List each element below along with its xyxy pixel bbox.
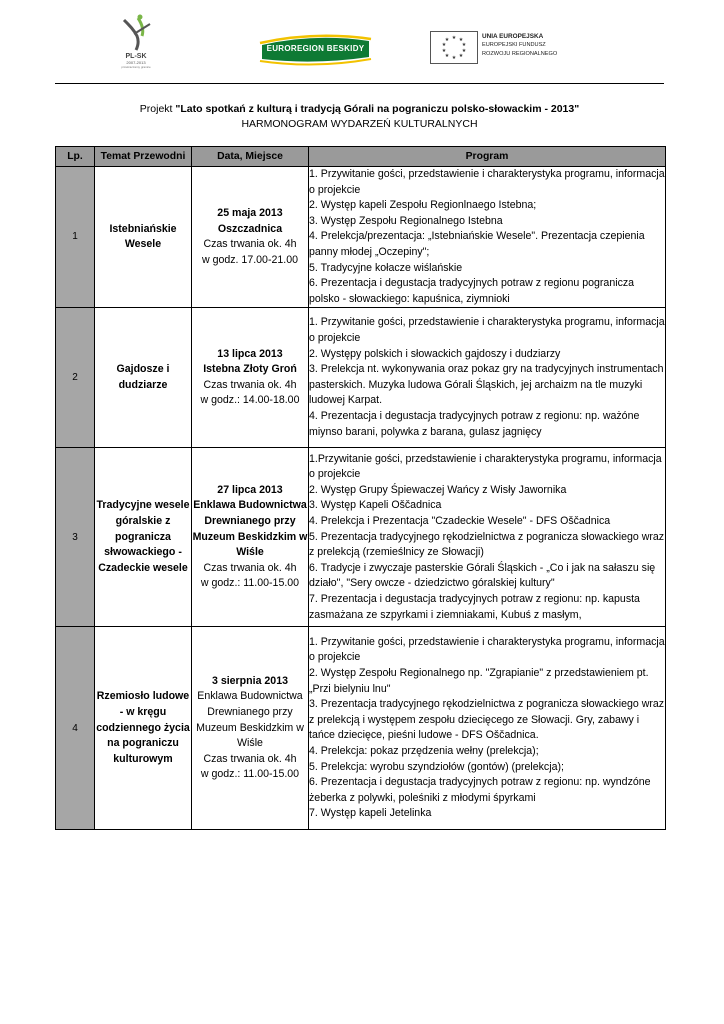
row-program	[309, 448, 666, 627]
event-hours: w godz.: 11.00-15.00	[200, 577, 300, 590]
row-program	[309, 308, 666, 448]
event-date: 3 sierpnia 2013	[212, 674, 288, 687]
eu-flag-icon	[430, 31, 478, 64]
svg-text:★: ★	[441, 42, 447, 48]
program-item: 4. Prelekcja: pokaz przędzenia wełny (prelekcja);	[309, 744, 539, 757]
table-row	[56, 627, 666, 830]
project-title-line	[55, 102, 664, 117]
program-item: 1.Przywitanie gości, przedstawienie i charakterystyka programu, informacja o projekcie	[309, 452, 662, 481]
program-item: 3. Prezentacja tradycyjnego rękodzielnictwa z pogranicza słowackiego wraz z prelekcją i występem zespołu dziecięcego ze Słowacji. Gry, zabawy i tańce dziecięce, pieśni ludowe - DFS Oščadnica.	[309, 698, 665, 742]
program-item: 2. Występy polskich i słowackich gajdoszy i dudziarzy	[309, 347, 561, 360]
svg-text:★: ★	[461, 48, 467, 54]
eu-logo-line-1: UNIA EUROPEJSKA	[482, 33, 544, 40]
row-number: 3	[56, 448, 95, 627]
header-divider	[55, 83, 664, 84]
event-duration: Czas trwania ok. 4h	[203, 378, 297, 391]
row-date-place	[192, 167, 309, 308]
plsk-logo-years: 2007-2013	[126, 60, 146, 65]
program-item: 6. Tradycje i zwyczaje pasterskie Górali Śląskich - „Co i jak na sałaszu się działo", "Sery owcze - dziedzictwo góralskiej kultury"	[309, 561, 656, 590]
program-item: 5. Tradycyjne kołacze wiślańskie	[309, 261, 463, 274]
event-date: 25 maja 2013	[217, 206, 283, 219]
program-item: 6. Prezentacja i degustacja tradycyjnych potraw z regionu pogranicza polsko - słowackiego: kapuśnica, ziymnioki	[309, 277, 635, 305]
program-item: 5. Prelekcja: wyrobu szyndziołów (gontów) (prelekcja);	[309, 760, 564, 773]
program-item: 5. Prezentacja tradycyjnego rękodzielnictwa z pogranicza słowackiego wraz z prelekcją (rzemieślnicy ze Słowacji)	[309, 530, 665, 559]
row-date-place	[192, 308, 309, 448]
row-theme: Rzemiosło ludowe - w kręgu codziennego życia na pograniczu kulturowym	[95, 627, 192, 830]
row-number: 2	[56, 308, 95, 448]
row-number: 4	[56, 627, 95, 830]
eu-logo-line-3: ROZWOJU REGIONALNEGO	[482, 51, 558, 57]
euroregion-beskidy-logo	[258, 31, 373, 67]
program-item: 1. Przywitanie gości, przedstawienie i charakterystyka programu, informacja o projekcie	[309, 635, 665, 664]
eu-logo-text	[482, 32, 642, 59]
svg-text:★: ★	[444, 37, 450, 43]
event-place: Istebna Złoty Groń	[203, 363, 297, 376]
svg-text:★: ★	[451, 35, 457, 41]
plsk-logo-name: PL-SK	[125, 53, 147, 60]
schedule-table	[55, 146, 666, 830]
svg-text:★: ★	[444, 53, 450, 59]
row-date-place	[192, 448, 309, 627]
event-duration: Czas trwania ok. 4h	[203, 238, 297, 251]
document-titles	[55, 102, 664, 132]
program-item: 3. Występ Kapeli Oščadnica	[309, 499, 442, 512]
row-program	[309, 167, 666, 308]
program-item: 4. Prelekcja/prezentacja: „Istebniańskie Wesele". Prezentacja czepienia panny młodej „Oczepiny";	[309, 230, 645, 258]
schedule-subtitle: HARMONOGRAM WYDARZEŃ KULTURALNYCH	[241, 118, 478, 130]
svg-text:★: ★	[441, 48, 447, 54]
program-item: 4. Prezentacja i degustacja tradycyjnych potraw z regionu: np. ważóne miynso barani, polywka z barana, gulasz jagnięcy	[309, 410, 640, 438]
plsk-logo	[105, 14, 167, 78]
header-lp: Lp.	[56, 147, 95, 167]
program-item: 2. Występ Grupy Śpiewaczej Wańcy z Wisły Jawornika	[309, 483, 567, 496]
event-place: Oszczadnica	[217, 222, 283, 235]
program-item: 3. Występ Zespołu Regionalnego Istebna	[309, 214, 503, 227]
event-duration: Czas trwania ok. 4h	[203, 561, 297, 574]
row-program	[309, 627, 666, 830]
row-theme: Tradycyjne wesele góralskie z pogranicza słwowackiego - Czadeckie wesele	[95, 448, 192, 627]
plsk-figure-icon	[116, 14, 156, 52]
header-theme: Temat Przewodni	[95, 147, 192, 167]
table-row	[56, 448, 666, 627]
event-hours: w godz.: 14.00-18.00	[200, 394, 300, 407]
program-item: 1. Przywitanie gości, przedstawienie i charakterystyka programu, informacja o projekcie	[309, 316, 665, 345]
page-header	[0, 0, 724, 84]
table-row	[56, 308, 666, 448]
event-date: 13 lipca 2013	[217, 347, 283, 360]
plsk-logo-tagline: przekraczamy granice	[121, 65, 151, 69]
svg-text:★: ★	[458, 37, 464, 43]
header-program: Program	[309, 147, 666, 167]
svg-text:★: ★	[461, 42, 467, 48]
program-item: 7. Występ kapeli Jetelinka	[309, 807, 432, 820]
program-item: 4. Prelekcja i Prezentacja "Czadeckie Wesele" - DFS Oščadnica	[309, 514, 611, 527]
row-number: 1	[56, 167, 95, 308]
event-date: 27 lipca 2013	[217, 483, 283, 496]
header-date: Data, Miejsce	[192, 147, 309, 167]
euroregion-text: EUROREGION BESKIDY	[266, 44, 365, 53]
project-title: "Lato spotkań z kulturą i tradycją Górali na pograniczu polsko-słowackim - 2013"	[175, 103, 580, 115]
program-item: 6. Prezentacja i degustacja tradycyjnych potraw z regionu: np. wyndzóne żeberka z polywki, poleśniki z młodymi śpyrkami	[309, 776, 651, 804]
project-prefix: Projekt	[139, 103, 176, 115]
eu-logo-line-2: EUROPEJSKI FUNDUSZ	[482, 42, 546, 48]
event-hours: w godz.: 11.00-15.00	[200, 768, 300, 781]
program-item: 1. Przywitanie gości, przedstawienie i charakterystyka programu, informacja o projekcie	[309, 168, 665, 196]
table-row	[56, 167, 666, 308]
program-item: 2. Występ kapeli Zespołu Regionlnaego Istebna;	[309, 199, 537, 212]
svg-text:★: ★	[458, 53, 464, 59]
program-item: 3. Prelekcja nt. wykonywania oraz pokaz gry na tradycyjnych instrumentach pasterskich. Muzyka ludowa Górali Śląskich, jej archaizm na tle muzyki ludowej Karpat.	[309, 363, 664, 407]
table-header-row	[56, 147, 666, 167]
event-place: Enklawa Budownictwa Drewnianego przy Muzeum Beskidzkim w Wiśle	[196, 690, 304, 750]
event-place: Enklawa Budownictwa Drewnianego przy Muzeum Beskidzkim w Wiśle	[192, 499, 308, 559]
row-theme: Istebniańskie Wesele	[95, 167, 192, 308]
event-duration: Czas trwania ok. 4h	[203, 752, 297, 765]
program-item: 7. Prezentacja i degustacja tradycyjnych potraw z regionu: np. kapusta zasmażana ze szpyrkami i ziemniakami, Kubuś z masłym,	[309, 592, 640, 621]
event-hours: w godz. 17.00-21.00	[201, 253, 298, 266]
row-date-place	[192, 627, 309, 830]
svg-text:★: ★	[451, 55, 457, 61]
program-item: 2. Występ Zespołu Regionalnego np. "Zgrapianie" z przedstawieniem pt. „Przi bielyniu lnu"	[309, 666, 649, 695]
row-theme: Gajdosze i dudziarze	[95, 308, 192, 448]
